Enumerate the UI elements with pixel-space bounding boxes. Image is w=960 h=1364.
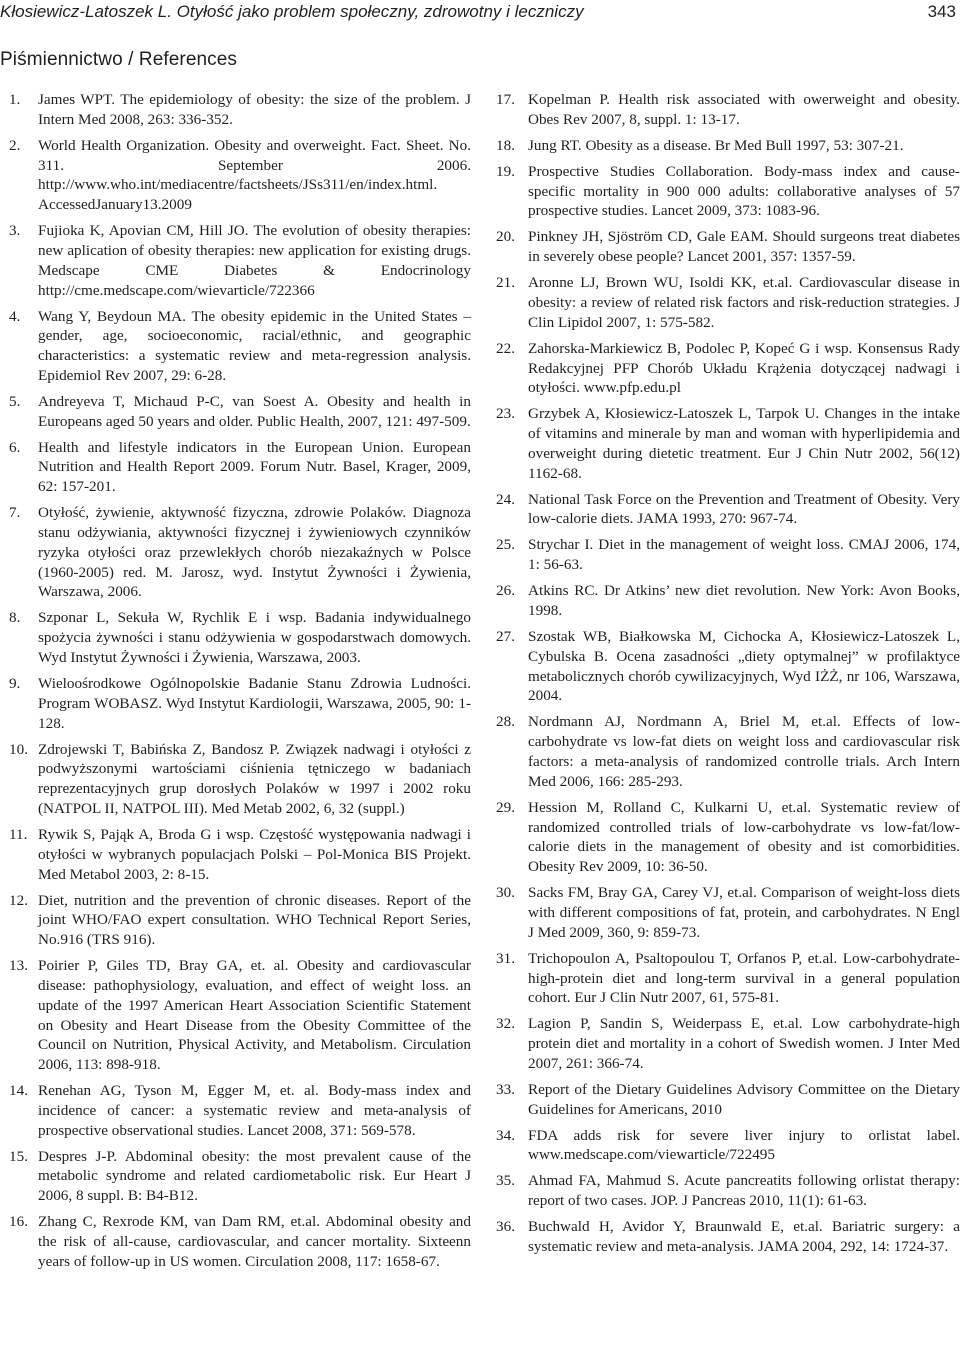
reference-item [0, 136, 471, 215]
reference-number: 26. [496, 582, 515, 600]
reference-text: Zahorska-Markiewicz B, Podolec P, Kopeć G i wsp. Konsensus Rady Redakcyjnej PFP Chorób Układu Krążenia dotyczącej nadwagi i otyłości. www.pfp.edu.pl [528, 339, 960, 397]
reference-item [0, 503, 471, 602]
reference-text: Prospective Studies Collaboration. Body-mass index and cause-specific mortality in 900 000 adults: collaborative analyses of 57 prospective studies. Lancet 2009, 373: 1083-96. [528, 162, 960, 220]
reference-number: 22. [496, 339, 515, 357]
reference-text: FDA adds risk for severe liver injury to orlistat label. www.medscape.com/viewarticle/722495 [528, 1126, 960, 1164]
reference-item [0, 307, 471, 386]
reference-item [494, 1014, 960, 1073]
reference-item [494, 949, 960, 1008]
reference-text: Kopelman P. Health risk associated with owerweight and obesity. Obes Rev 2007, 8, suppl. 1: 13-17. [528, 91, 960, 128]
reference-text: Sacks FM, Bray GA, Carey VJ, et.al. Comparison of weight-loss diets with different compositions of fat, protein, and carbohydrates. N Engl J Med 2009, 360, 9: 859-73. [528, 884, 960, 941]
reference-item [494, 90, 960, 130]
reference-text: Zdrojewski T, Babińska Z, Bandosz P. Związek nadwagi i otyłości z podwyższonymi wartościami ciśnienia tętniczego w badaniach reprezentacyjnych grup dorosłych Polaków w 1997 i 2002 roku (NATPOL II, NATPOL III). Med Metab 2002, 6, 32 (suppl.) [38, 740, 471, 817]
reference-number: 2. [9, 136, 21, 154]
reference-text: Report of the Dietary Guidelines Advisory Committee on the Dietary Guidelines for Americans, 2010 [528, 1080, 960, 1118]
reference-text: Trichopoulon A, Psaltopoulou T, Orfanos P, et.al. Low-carbohydrate-high-protein diet and long-term survival in a general population cohort. Eur J Clin Nutr 2007, 61, 575-81. [528, 949, 960, 1007]
reference-number: 36. [496, 1218, 515, 1236]
reference-number: 9. [9, 675, 21, 693]
reference-number: 15. [9, 1147, 28, 1165]
reference-item [494, 581, 960, 621]
reference-item [0, 392, 471, 432]
reference-item [0, 1147, 471, 1206]
reference-text: Szostak WB, Białkowska M, Cichocka A, Kłosiewicz-Latoszek L, Cybulska B. Ocena zasadności „diety optymalnej” w profilaktyce metabolicznych chorób cywilizacyjnych, Wyd IŻŻ, nr 106, Warszawa, 2004. [528, 628, 960, 705]
reference-text: Szponar L, Sekuła W, Rychlik E i wsp. Badania indywidualnego spożycia żywności i stanu odżywienia w gospodarstwach domowych. Wyd Instytut Żywności i Żywienia, Warszawa, 2003. [38, 609, 471, 667]
reference-item [0, 674, 471, 733]
reference-item [0, 740, 471, 819]
reference-item [494, 1217, 960, 1257]
reference-item [494, 798, 960, 877]
reference-text: Buchwald H, Avidor Y, Braunwald E, et.al. Bariatric surgery: a systematic review and meta-analysis. JAMA 2004, 292, 14: 1724-37. [528, 1218, 960, 1255]
reference-number: 1. [9, 91, 21, 108]
reference-number: 31. [496, 949, 515, 967]
reference-number: 10. [9, 740, 28, 758]
reference-number: 30. [496, 884, 515, 902]
references-column-left [0, 90, 471, 1278]
reference-number: 3. [9, 222, 21, 240]
reference-item [0, 90, 471, 130]
reference-item [494, 339, 960, 398]
reference-number: 34. [496, 1126, 515, 1144]
reference-item [494, 1126, 960, 1166]
reference-text: Otyłość, żywienie, aktywność fizyczna, zdrowie Polaków. Diagnoza stanu odżywiania, aktywności fizycznej i żywieniowych czynników ryzyka otyłości oraz przewlekłych chorób niezakaźnych w Polsce (1960-2005) red. M. Jarosz, wyd. Instytut Żywności i Żywienia, Warszawa, 2006. [38, 504, 471, 601]
reference-text: Atkins RC. Dr Atkins’ new diet revolution. New York: Avon Books, 1998. [528, 582, 960, 620]
running-title: Kłosiewicz-Latoszek L. Otyłość jako problem społeczny, zdrowotny i leczniczy [0, 2, 584, 21]
reference-number: 24. [496, 490, 515, 508]
reference-number: 35. [496, 1172, 515, 1190]
reference-item [494, 627, 960, 706]
reference-text: Wang Y, Beydoun MA. The obesity epidemic in the United States – gender, age, socioeconomic, racial/ethnic, and geographic characteristics: a systematic review and meta-regression analysis. Epidemiol Rev 2007, 29: 6-28. [38, 307, 471, 384]
reference-text: National Task Force on the Prevention and Treatment of Obesity. Very low-calorie diets. JAMA 1993, 270: 967-74. [528, 490, 960, 528]
reference-number: 8. [9, 609, 21, 627]
reference-number: 17. [496, 91, 515, 108]
reference-text: Renehan AG, Tyson M, Egger M, et. al. Body-mass index and incidence of cancer: a systematic review and meta-analysis of prospective observational studies. Lancet 2008, 371: 569-578. [38, 1082, 471, 1139]
reference-text: Hession M, Rolland C, Kulkarni U, et.al. Systematic review of randomized controlled trials of low-carbohydrate vs low-fat/low-calorie diets in the management of obesity and ist comorbidities. Obesity Rev 2009, 10: 36-50. [528, 798, 960, 876]
reference-item [494, 535, 960, 575]
reference-number: 25. [496, 536, 515, 554]
reference-text: World Health Organization. Obesity and overweight. Fact. Sheet. No. 311. September 2006. http://www.who.int/mediacentre/factsheets/JSs311/en/index.html. AccessedJanuary13.2009 [38, 136, 471, 214]
reference-number: 23. [496, 405, 515, 423]
reference-number: 28. [496, 713, 515, 731]
reference-item [494, 490, 960, 530]
reference-number: 32. [496, 1015, 515, 1033]
reference-item [0, 608, 471, 667]
reference-item [0, 438, 471, 497]
reference-number: 11. [9, 825, 28, 843]
reference-number: 18. [496, 136, 515, 154]
reference-number: 14. [9, 1082, 28, 1100]
reference-text: Wieloośrodkowe Ogólnopolskie Badanie Stanu Zdrowia Ludności. Program WOBASZ. Wyd Instytut Kardiologii, Warszawa, 2005, 90: 1-128. [38, 675, 471, 732]
reference-item [494, 1171, 960, 1211]
reference-text: Strychar I. Diet in the management of weight loss. CMAJ 2006, 174, 1: 56-63. [528, 536, 960, 574]
reference-text: Health and lifestyle indicators in the European Union. European Nutrition and Health Report 2009. Forum Nutr. Basel, Krager, 2009, 62: 157-201. [38, 438, 471, 496]
reference-item [0, 825, 471, 884]
reference-text: Rywik S, Pająk A, Broda G i wsp. Częstość występowania nadwagi i otyłości w wybranych populacjach Polski – Pol-Monica BIS Projekt. Med Metabol 2003, 2: 8-15. [38, 825, 471, 883]
reference-item [0, 1212, 471, 1271]
reference-item [494, 227, 960, 267]
reference-text: Jung RT. Obesity as a disease. Br Med Bull 1997, 53: 307-21. [528, 136, 904, 154]
reference-item [0, 891, 471, 950]
reference-text: Zhang C, Rexrode KM, van Dam RM, et.al. Abdominal obesity and the risk of all-cause, cardiovascular, and cancer mortality. Sixteenn years of follow-up in US women. Circulation 2008, 117: 1658-67. [38, 1213, 471, 1270]
reference-item [494, 273, 960, 332]
reference-text: Lagion P, Sandin S, Weiderpass E, et.al. Low carbohydrate-high protein diet and mortality in a cohort of Swedish women. J Inter Med 2007, 261: 366-74. [528, 1015, 960, 1072]
reference-number: 4. [9, 307, 21, 325]
references-column-right [494, 90, 960, 1263]
reference-item [494, 404, 960, 483]
reference-item [494, 136, 960, 156]
reference-text: Grzybek A, Kłosiewicz-Latoszek L, Tarpok U. Changes in the intake of vitamins and minerale by man and woman with hyperlipidemia and overweight during dietetic treatment. Eur J Chin Nutr 2002, 56(12) 1162-68. [528, 405, 960, 482]
reference-text: Aronne LJ, Brown WU, Isoldi KK, et.al. Cardiovascular disease in obesity: a review of related risk factors and risk-reduction strategies. J Clin Lipidol 2007, 1: 575-582. [528, 274, 960, 331]
page-number: 343 [927, 2, 956, 21]
reference-number: 16. [9, 1213, 28, 1231]
reference-text: James WPT. The epidemiology of obesity: the size of the problem. J Intern Med 2008, 263: 336-352. [38, 91, 471, 128]
reference-text: Nordmann AJ, Nordmann A, Briel M, et.al. Effects of low-carbohydrate vs low-fat diets on weight loss and cardiovascular risk factors: a meta-analysis of randomized controlle trials. Arch Intern Med 2006, 166: 285-293. [528, 713, 960, 790]
reference-item [0, 956, 471, 1075]
reference-text: Fujioka K, Apovian CM, Hill JO. The evolution of obesity therapies: new aplication of obesity therapies: new application for existing drugs. Medscape CME Diabetes & Endocrinology http://cme.medscape.com/wievarticle/722366 [38, 222, 471, 299]
running-header [0, 0, 960, 26]
reference-number: 21. [496, 274, 515, 292]
reference-item [0, 1081, 471, 1140]
reference-item [494, 1080, 960, 1120]
reference-item [494, 162, 960, 221]
reference-text: Pinkney JH, Sjöström CD, Gale EAM. Should surgeons treat diabetes in severely obese people? Lancet 2001, 357: 1357-59. [528, 228, 960, 266]
section-title: Piśmiennictwo / References [0, 49, 238, 70]
reference-number: 7. [9, 504, 21, 522]
reference-number: 27. [496, 628, 515, 645]
reference-number: 20. [496, 228, 515, 246]
reference-text: Poirier P, Giles TD, Bray GA, et. al. Obesity and cardiovascular disease: pathophysiology, evaluation, and effect of weight loss. an update of the 1997 American Heart Association Scientific Statement on Obesity and Heart Disease from the Obesity Committee of the Council on Nutrition, Physical Activity, and Metabolism. Circulation 2006, 113: 898-918. [38, 957, 471, 1074]
reference-number: 12. [9, 891, 28, 909]
reference-item [494, 712, 960, 791]
reference-number: 29. [496, 798, 515, 816]
reference-number: 6. [9, 438, 21, 456]
reference-item [0, 221, 471, 300]
reference-text: Ahmad FA, Mahmud S. Acute pancreatits following orlistat therapy: report of two cases. JOP. J Pancreas 2010, 11(1): 61-63. [528, 1172, 960, 1210]
reference-text: Andreyeva T, Michaud P-C, van Soest A. Obesity and health in Europeans aged 50 years and older. Public Health, 2007, 121: 497-509. [38, 392, 471, 430]
reference-item [494, 883, 960, 942]
reference-text: Diet, nutrition and the prevention of chronic diseases. Report of the joint WHO/FAO expert consultation. WHO Technical Report Series, No.916 (TRS 916). [38, 891, 471, 949]
reference-number: 13. [9, 957, 28, 975]
reference-number: 5. [9, 392, 21, 410]
reference-text: Despres J-P. Abdominal obesity: the most prevalent cause of the metabolic syndrome and related cardiometabolic risk. Eur Heart J 2006, 8 suppl. B: B4-B12. [38, 1147, 471, 1205]
reference-number: 19. [496, 162, 515, 180]
reference-number: 33. [496, 1080, 515, 1098]
